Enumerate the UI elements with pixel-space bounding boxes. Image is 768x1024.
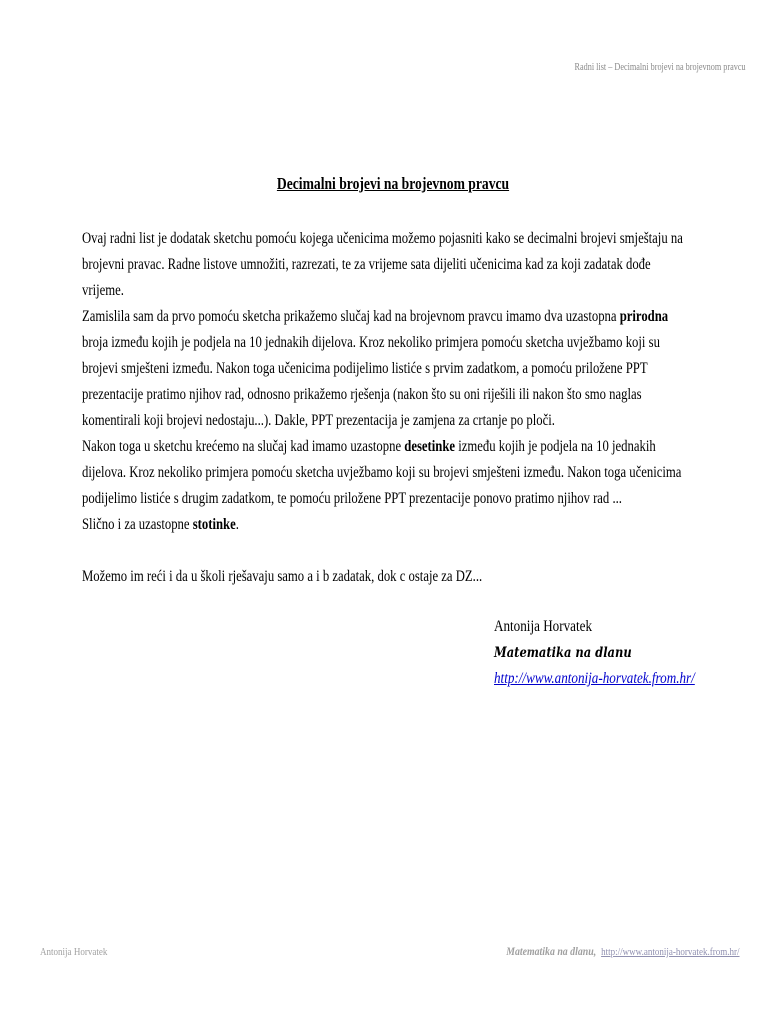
footer-right bbox=[507, 944, 740, 959]
bold-term-stotinke: stotinke bbox=[192, 516, 236, 533]
running-header: Radni list – Decimalni brojevi na brojevnom pravcu bbox=[574, 62, 746, 73]
paragraph-gap bbox=[82, 538, 693, 564]
author-name: Antonija Horvatek bbox=[494, 618, 593, 635]
page-title: Decimalni brojevi na brojevnom pravcu bbox=[276, 174, 510, 193]
paragraph-natural-numbers: Zamislila sam da prvo pomoću sketcha prikažemo slučaj kad na brojevnom pravcu imamo dva uzastopna prirodna broja između kojih je podjela na 10 jednakih dijelova. Kroz nekoliko primjera pomoću sketcha uvježbamo koji su brojevi smješteni između. Nakon toga učenicima podijelimo listiće s prvim zadatkom, a pomoću priložene PPT prezentacije pratimo njihov rad, odnosno prikažemo rješenja (nakon što su oni riješili ili nakon što smo naglas komentirali koji brojevi nedostaju...). Dakle, PPT prezentacija je zamjena za crtanje po ploči. bbox=[82, 308, 669, 429]
paragraph-hundredths: Slično i za uzastopne stotinke. bbox=[82, 516, 239, 533]
paragraph-tenths: Nakon toga u sketchu krećemo na slučaj kad imamo uzastopne desetinke između kojih je podjela na 10 jednakih dijelova. Kroz nekoliko primjera pomoću sketcha uvježbamo koji su brojevi smješteni između. Nakon toga učenicima podijelimo listiće s drugim zadatkom, te pomoću priložene PPT prezentacije ponovo pratimo njihov rad ... bbox=[82, 438, 682, 507]
paragraph-intro: Ovaj radni list je dodatak sketchu pomoću kojega učenicima možemo pojasniti kako se decimalni brojevi smještaju na brojevni pravac. Radne listove umnožiti, razrezati, te za vrijeme sata dijeliti učenicima kad za koji zadatak dođe vrijeme. bbox=[82, 230, 683, 299]
footer-author: Antonija Horvatek bbox=[40, 946, 108, 958]
footer-brand: Matematika na dlanu, bbox=[506, 944, 597, 958]
brand-name: Matematika na dlanu bbox=[494, 645, 632, 661]
author-website-link[interactable]: http://www.antonija-horvatek.from.hr/ bbox=[494, 670, 695, 687]
footer-website-link[interactable]: http://www.antonija-horvatek.from.hr/ bbox=[601, 946, 740, 958]
bold-term-prirodna: prirodna bbox=[619, 308, 669, 325]
body-text bbox=[82, 226, 693, 590]
paragraph-homework: Možemo im reći i da u školi rješavaju samo a i b zadatak, dok c ostaje za DZ... bbox=[82, 568, 483, 585]
signature-block bbox=[494, 614, 695, 692]
bold-term-desetinke: desetinke bbox=[404, 438, 456, 455]
